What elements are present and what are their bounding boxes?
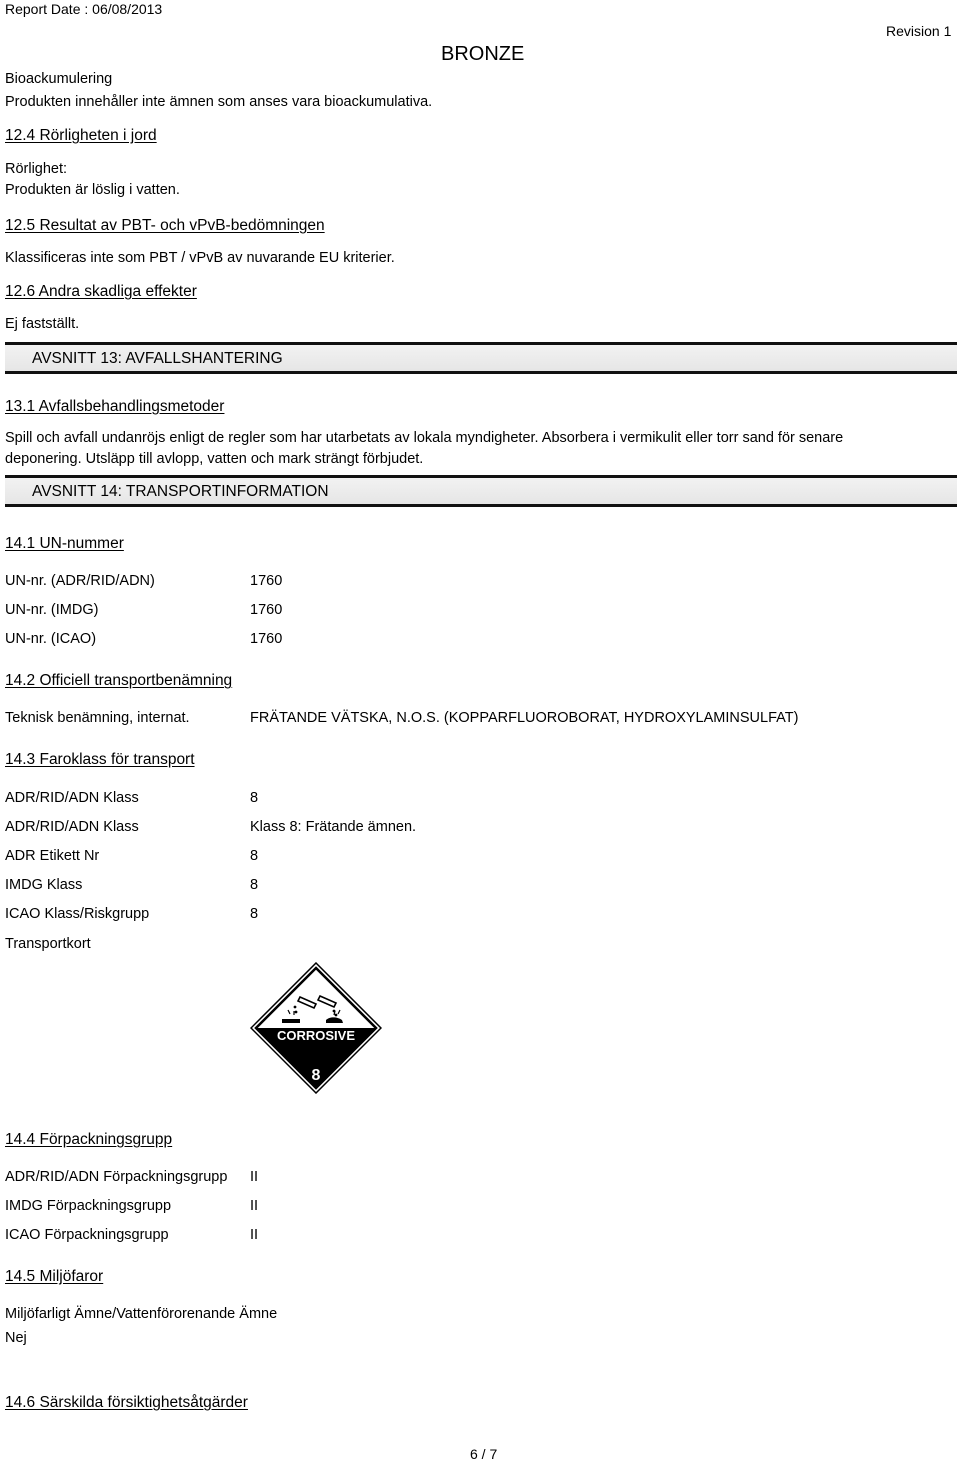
hazard-class-value: Klass 8: Frätande ämnen. [250, 819, 417, 835]
hazard-class-label: IMDG Klass [5, 877, 83, 893]
section-14-5-heading: 14.5 Miljöfaror [5, 1268, 104, 1285]
hazard-class-label: ADR/RID/ADN Klass [5, 790, 139, 806]
hazard-class-value: 8 [250, 877, 259, 893]
section-12-4-heading: 12.4 Rörligheten i jord [5, 127, 157, 144]
pbt-text: Klassificeras inte som PBT / vPvB av nuvarande EU kriterier. [5, 250, 395, 266]
section-13-1-heading: 13.1 Avfallsbehandlingsmetoder [5, 398, 225, 415]
shipping-name-value: FRÄTANDE VÄTSKA, N.O.S. (KOPPARFLUOROBORAT, HYDROXYLAMINSULFAT) [250, 710, 799, 726]
un-row-value: 1760 [250, 573, 283, 589]
section-14-4-heading: 14.4 Förpackningsgrupp [5, 1131, 173, 1148]
disposal-line-2: deponering. Utsläpp till avlopp, vatten och mark strängt förbjudet. [5, 451, 424, 467]
hazard-class-value: 8 [250, 790, 259, 806]
placard-text: CORROSIVE [276, 1028, 356, 1043]
shipping-name-label: Teknisk benämning, internat. [5, 710, 190, 726]
packing-group-label: ADR/RID/ADN Förpackningsgrupp [5, 1169, 228, 1185]
section-12-6-heading: 12.6 Andra skadliga effekter [5, 283, 197, 300]
packing-group-value: II [250, 1227, 259, 1243]
hazard-class-label: ADR Etikett Nr [5, 848, 100, 864]
packing-group-value: II [250, 1198, 259, 1214]
report-date: Report Date : 06/08/2013 [5, 1, 163, 17]
un-row-label: UN-nr. (IMDG) [5, 602, 99, 618]
bioaccumulation-title: Bioackumulering [5, 71, 113, 87]
hazard-class-label: ADR/RID/ADN Klass [5, 819, 139, 835]
placard-number: 8 [311, 1067, 321, 1084]
section-14-banner [5, 475, 957, 507]
page-number: 6 / 7 [470, 1446, 498, 1462]
disposal-line-1: Spill och avfall undanröjs enligt de regler som har utarbetats av lokala myndigheter. Absorbera i vermikulit eller torr sand för senare [5, 430, 844, 446]
environmental-hazard-value: Nej [5, 1330, 27, 1346]
bioaccumulation-text: Produkten innehåller inte ämnen som anses vara bioackumulativa. [5, 94, 433, 110]
mobility-label: Rörlighet: [5, 161, 68, 177]
mobility-text: Produkten är löslig i vatten. [5, 182, 180, 198]
packing-group-value: II [250, 1169, 259, 1185]
revision: Revision 1 [886, 23, 952, 39]
section-14-6-heading: 14.6 Särskilda försiktighetsåtgärder [5, 1394, 248, 1411]
section-14-1-heading: 14.1 UN-nummer [5, 535, 124, 552]
corrosive-placard-icon [250, 962, 382, 1094]
section-14-title: AVSNITT 14: TRANSPORTINFORMATION [32, 483, 329, 500]
hazard-class-value: 8 [250, 848, 259, 864]
section-12-5-heading: 12.5 Resultat av PBT- och vPvB-bedömningen [5, 217, 325, 234]
un-row-value: 1760 [250, 602, 283, 618]
environmental-hazard-label: Miljöfarligt Ämne/Vattenförorenande Ämne [5, 1306, 278, 1322]
transport-card-label: Transportkort [5, 936, 91, 952]
hazard-class-value: 8 [250, 906, 259, 922]
un-row-label: UN-nr. (ADR/RID/ADN) [5, 573, 155, 589]
product-name: BRONZE [441, 43, 525, 65]
packing-group-label: IMDG Förpackningsgrupp [5, 1198, 172, 1214]
packing-group-label: ICAO Förpackningsgrupp [5, 1227, 169, 1243]
un-row-value: 1760 [250, 631, 283, 647]
section-13-title: AVSNITT 13: AVFALLSHANTERING [32, 350, 283, 367]
hazard-class-label: ICAO Klass/Riskgrupp [5, 906, 150, 922]
section-13-banner [5, 342, 957, 374]
section-14-2-heading: 14.2 Officiell transportbenämning [5, 672, 233, 689]
section-14-3-heading: 14.3 Faroklass för transport [5, 751, 195, 768]
other-effects-text: Ej fastställt. [5, 316, 80, 332]
un-row-label: UN-nr. (ICAO) [5, 631, 97, 647]
